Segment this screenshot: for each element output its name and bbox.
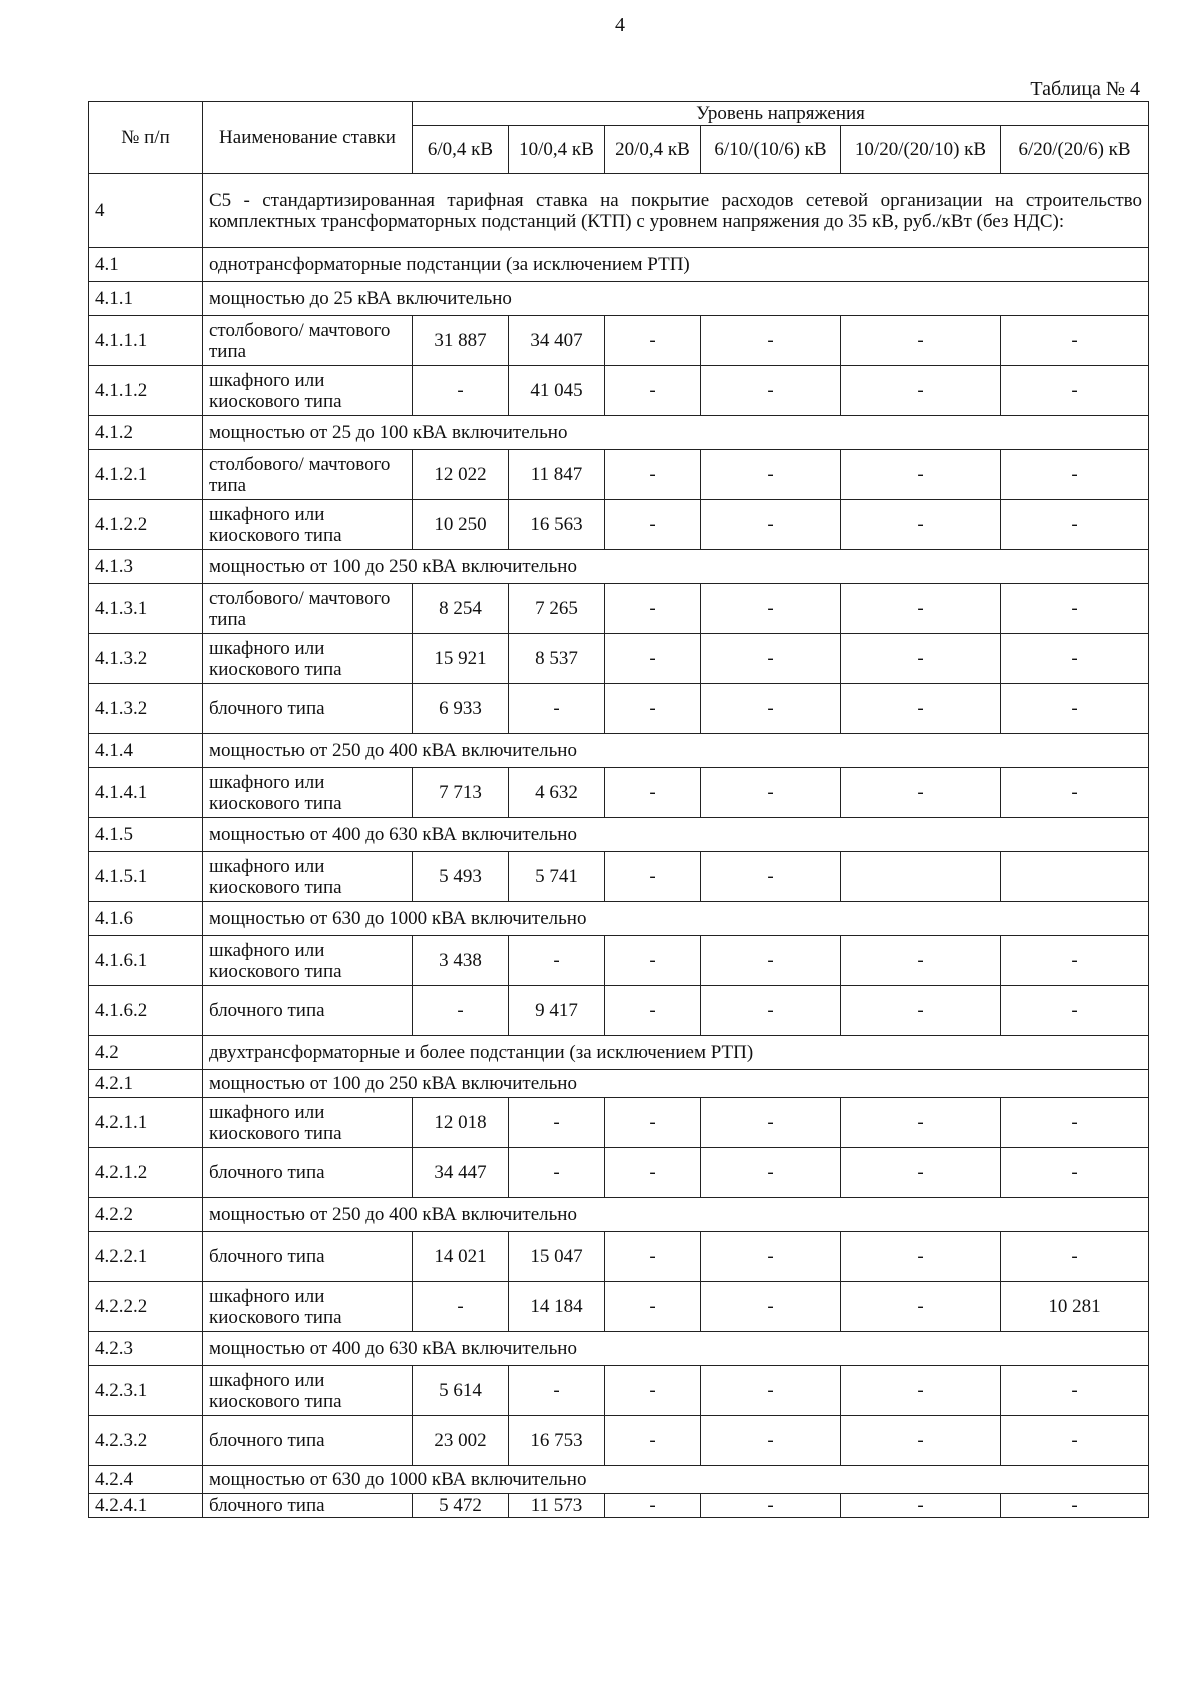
- section-row: [89, 550, 1149, 584]
- rate-value: -: [841, 768, 1001, 818]
- table-row: [89, 450, 1149, 500]
- rate-value: 4 632: [509, 768, 605, 818]
- row-num: 4.1.1.2: [89, 366, 203, 416]
- rate-value: 7 265: [509, 584, 605, 634]
- section-title: мощностью от 250 до 400 кВА включительно: [203, 734, 1149, 768]
- section-title: мощностью до 25 кВА включительно: [203, 282, 1149, 316]
- rate-value: 31 887: [413, 316, 509, 366]
- rate-value: -: [841, 684, 1001, 734]
- rate-value: -: [605, 852, 701, 902]
- rate-value: -: [701, 1282, 841, 1332]
- rate-value: -: [701, 1098, 841, 1148]
- rate-value: -: [605, 584, 701, 634]
- rate-value: -: [841, 936, 1001, 986]
- rate-value: -: [841, 584, 1001, 634]
- rate-value: -: [605, 500, 701, 550]
- rate-value: -: [841, 500, 1001, 550]
- row-num: 4.1.2: [89, 416, 203, 450]
- section-title: мощностью от 100 до 250 кВА включительно: [203, 1070, 1149, 1098]
- rate-value: -: [841, 1416, 1001, 1466]
- row-num: 4.1.1: [89, 282, 203, 316]
- rate-value: -: [841, 1148, 1001, 1198]
- rate-value: -: [605, 1494, 701, 1518]
- rate-value: -: [841, 1232, 1001, 1282]
- row-num: 4.1: [89, 248, 203, 282]
- table-caption: Таблица № 4: [1030, 78, 1140, 100]
- header-voltage: 20/0,4 кВ: [605, 126, 701, 174]
- rate-value: [841, 852, 1001, 902]
- rate-value: 6 933: [413, 684, 509, 734]
- section-title: мощностью от 250 до 400 кВА включительно: [203, 1198, 1149, 1232]
- rate-value: 12 018: [413, 1098, 509, 1148]
- section-title: мощностью от 630 до 1000 кВА включительно: [203, 902, 1149, 936]
- section-row: [89, 1036, 1149, 1070]
- rate-value: -: [1001, 634, 1149, 684]
- rate-value: -: [605, 634, 701, 684]
- rate-name: шкафного или киоскового типа: [203, 634, 413, 684]
- row-num: 4.1.4: [89, 734, 203, 768]
- section-row: [89, 248, 1149, 282]
- section-title: однотрансформаторные подстанции (за исключением РТП): [203, 248, 1149, 282]
- rate-value: -: [1001, 1098, 1149, 1148]
- rate-value: 41 045: [509, 366, 605, 416]
- section-row: [89, 818, 1149, 852]
- row-num: 4.1.3.1: [89, 584, 203, 634]
- rate-name: блочного типа: [203, 1232, 413, 1282]
- section-row: [89, 1198, 1149, 1232]
- rate-value: 11 573: [509, 1494, 605, 1518]
- table-row: [89, 366, 1149, 416]
- rate-value: -: [841, 986, 1001, 1036]
- rate-value: -: [605, 1416, 701, 1466]
- row-num: 4.1.2.1: [89, 450, 203, 500]
- rate-name: блочного типа: [203, 1148, 413, 1198]
- row-num: 4.2.1: [89, 1070, 203, 1098]
- rate-value: -: [509, 1098, 605, 1148]
- row-num: 4.2: [89, 1036, 203, 1070]
- row-num: 4.1.2.2: [89, 500, 203, 550]
- rate-value: 9 417: [509, 986, 605, 1036]
- row-num: 4.2.4: [89, 1466, 203, 1494]
- rate-value: 8 537: [509, 634, 605, 684]
- rate-value: -: [701, 936, 841, 986]
- rate-value: -: [841, 1282, 1001, 1332]
- rate-value: -: [605, 1098, 701, 1148]
- rate-name: столбового/ мачтового типа: [203, 584, 413, 634]
- row-num: 4.2.4.1: [89, 1494, 203, 1518]
- rate-value: -: [841, 634, 1001, 684]
- rate-value: -: [1001, 366, 1149, 416]
- section-title: мощностью от 400 до 630 кВА включительно: [203, 1332, 1149, 1366]
- rate-value: -: [605, 1148, 701, 1198]
- rate-value: -: [701, 986, 841, 1036]
- rate-value: 5 493: [413, 852, 509, 902]
- rate-value: -: [605, 316, 701, 366]
- rate-value: -: [605, 1282, 701, 1332]
- rate-value: -: [605, 1232, 701, 1282]
- rate-value: -: [1001, 768, 1149, 818]
- rate-value: -: [1001, 500, 1149, 550]
- rate-value: -: [841, 366, 1001, 416]
- rate-value: -: [701, 684, 841, 734]
- rate-value: 15 047: [509, 1232, 605, 1282]
- rate-value: -: [605, 768, 701, 818]
- row-num: 4.1.3.2: [89, 684, 203, 734]
- section-title: мощностью от 100 до 250 кВА включительно: [203, 550, 1149, 584]
- rate-value: 16 563: [509, 500, 605, 550]
- rate-value: 5 614: [413, 1366, 509, 1416]
- section-row: [89, 902, 1149, 936]
- rate-value: -: [701, 1494, 841, 1518]
- row-num: 4.1.5.1: [89, 852, 203, 902]
- rate-value: 7 713: [413, 768, 509, 818]
- row-num: 4.2.3.1: [89, 1366, 203, 1416]
- rate-value: -: [701, 366, 841, 416]
- table-row: [89, 936, 1149, 986]
- rate-value: -: [841, 1366, 1001, 1416]
- rate-name: блочного типа: [203, 986, 413, 1036]
- rate-name: столбового/ мачтового типа: [203, 316, 413, 366]
- header-name: Наименование ставки: [203, 102, 413, 174]
- table-row: [89, 986, 1149, 1036]
- rate-value: -: [1001, 316, 1149, 366]
- table-row: [89, 1098, 1149, 1148]
- row-num: 4.2.2: [89, 1198, 203, 1232]
- header-voltage: 10/0,4 кВ: [509, 126, 605, 174]
- row-num: 4.2.2.2: [89, 1282, 203, 1332]
- table-row: [89, 584, 1149, 634]
- rate-name: шкафного или киоскового типа: [203, 1366, 413, 1416]
- rate-value: 14 184: [509, 1282, 605, 1332]
- rate-value: 34 447: [413, 1148, 509, 1198]
- rate-value: 34 407: [509, 316, 605, 366]
- rate-value: 23 002: [413, 1416, 509, 1466]
- rate-value: -: [701, 1366, 841, 1416]
- section-row: [89, 1070, 1149, 1098]
- header-voltage: 6/0,4 кВ: [413, 126, 509, 174]
- rate-value: -: [701, 450, 841, 500]
- rate-value: -: [509, 684, 605, 734]
- section-row: [89, 1332, 1149, 1366]
- section-row: [89, 282, 1149, 316]
- table-row: [89, 500, 1149, 550]
- rate-value: -: [1001, 450, 1149, 500]
- rate-value: -: [1001, 1148, 1149, 1198]
- table-row: [89, 852, 1149, 902]
- rate-value: -: [509, 936, 605, 986]
- section-row: [89, 1466, 1149, 1494]
- row-num: 4.1.3.2: [89, 634, 203, 684]
- rate-value: -: [701, 316, 841, 366]
- rate-name: шкафного или киоскового типа: [203, 936, 413, 986]
- table-row: [89, 316, 1149, 366]
- header-voltage: 6/10/(10/6) кВ: [701, 126, 841, 174]
- tariff-table: [88, 101, 1149, 1518]
- rate-value: -: [701, 634, 841, 684]
- row-num: 4.1.6.2: [89, 986, 203, 1036]
- rate-value: -: [1001, 1232, 1149, 1282]
- row-num: 4.2.3.2: [89, 1416, 203, 1466]
- header-num: № п/п: [89, 102, 203, 174]
- section-row: [89, 416, 1149, 450]
- table-row: [89, 1232, 1149, 1282]
- rate-value: -: [413, 366, 509, 416]
- rate-value: -: [1001, 1416, 1149, 1466]
- row-num: 4.2.1.1: [89, 1098, 203, 1148]
- table-header: [89, 102, 1149, 174]
- rate-value: 14 021: [413, 1232, 509, 1282]
- rate-name: шкафного или киоскового типа: [203, 768, 413, 818]
- rate-value: 12 022: [413, 450, 509, 500]
- rate-value: -: [605, 1366, 701, 1416]
- rate-value: 11 847: [509, 450, 605, 500]
- row-num: 4.1.5: [89, 818, 203, 852]
- rate-value: -: [1001, 936, 1149, 986]
- rate-value: -: [841, 450, 1001, 500]
- section-title: двухтрансформаторные и более подстанции (за исключением РТП): [203, 1036, 1149, 1070]
- rate-value: -: [701, 1148, 841, 1198]
- header-voltage: 10/20/(20/10) кВ: [841, 126, 1001, 174]
- rate-value: 10 281: [1001, 1282, 1149, 1332]
- rate-value: -: [1001, 684, 1149, 734]
- row-num: 4.1.3: [89, 550, 203, 584]
- rate-value: -: [701, 1232, 841, 1282]
- row-num: 4.1.6.1: [89, 936, 203, 986]
- rate-name: столбового/ мачтового типа: [203, 450, 413, 500]
- rate-value: 5 472: [413, 1494, 509, 1518]
- rate-name: шкафного или киоскового типа: [203, 1282, 413, 1332]
- row-num: 4.1.4.1: [89, 768, 203, 818]
- section-title: мощностью от 630 до 1000 кВА включительно: [203, 1466, 1149, 1494]
- rate-value: -: [1001, 1494, 1149, 1518]
- rate-name: шкафного или киоскового типа: [203, 500, 413, 550]
- rate-value: -: [701, 852, 841, 902]
- rate-value: -: [509, 1148, 605, 1198]
- rate-value: -: [605, 684, 701, 734]
- rate-name: шкафного или киоскового типа: [203, 852, 413, 902]
- table-row: [89, 634, 1149, 684]
- table-row: [89, 1416, 1149, 1466]
- rate-name: шкафного или киоскового типа: [203, 1098, 413, 1148]
- rate-value: -: [1001, 1366, 1149, 1416]
- rate-value: -: [1001, 986, 1149, 1036]
- header-voltage-group: Уровень напряжения: [413, 102, 1149, 126]
- table-row: [89, 684, 1149, 734]
- rate-value: [1001, 852, 1149, 902]
- table-row: [89, 1148, 1149, 1198]
- rate-value: 8 254: [413, 584, 509, 634]
- row-num: 4.2.2.1: [89, 1232, 203, 1282]
- rate-value: -: [605, 450, 701, 500]
- rate-name: блочного типа: [203, 684, 413, 734]
- row-num: 4.1.6: [89, 902, 203, 936]
- rate-name: шкафного или киоскового типа: [203, 366, 413, 416]
- section-row: [89, 734, 1149, 768]
- intro-text: С5 - стандартизированная тарифная ставка на покрытие расходов сетевой организации на строительство комплектных трансформаторных подстанций (КТП) с уровнем напряжения до 35 кВ, руб./кВт (без НДС):: [203, 174, 1149, 248]
- page-number: 4: [615, 14, 625, 36]
- rate-value: -: [1001, 584, 1149, 634]
- rate-value: -: [841, 1494, 1001, 1518]
- rate-value: 5 741: [509, 852, 605, 902]
- table-row: [89, 1282, 1149, 1332]
- rate-value: 15 921: [413, 634, 509, 684]
- intro-num: 4: [89, 174, 203, 248]
- rate-value: -: [701, 768, 841, 818]
- rate-value: -: [701, 584, 841, 634]
- rate-value: -: [509, 1366, 605, 1416]
- row-num: 4.2.1.2: [89, 1148, 203, 1198]
- table-row: [89, 1366, 1149, 1416]
- table-body: [89, 174, 1149, 1518]
- rate-value: -: [841, 316, 1001, 366]
- row-num: 4.1.1.1: [89, 316, 203, 366]
- header-voltage: 6/20/(20/6) кВ: [1001, 126, 1149, 174]
- rate-value: -: [413, 986, 509, 1036]
- rate-value: -: [605, 936, 701, 986]
- section-title: мощностью от 25 до 100 кВА включительно: [203, 416, 1149, 450]
- rate-value: -: [701, 500, 841, 550]
- rate-value: -: [605, 986, 701, 1036]
- rate-value: -: [841, 1098, 1001, 1148]
- intro-row: [89, 174, 1149, 248]
- rate-value: -: [413, 1282, 509, 1332]
- table-row: [89, 768, 1149, 818]
- rate-name: блочного типа: [203, 1416, 413, 1466]
- table-row: [89, 1494, 1149, 1518]
- rate-value: -: [605, 366, 701, 416]
- rate-value: 10 250: [413, 500, 509, 550]
- row-num: 4.2.3: [89, 1332, 203, 1366]
- rate-name: блочного типа: [203, 1494, 413, 1518]
- rate-value: 3 438: [413, 936, 509, 986]
- rate-value: -: [701, 1416, 841, 1466]
- section-title: мощностью от 400 до 630 кВА включительно: [203, 818, 1149, 852]
- rate-value: 16 753: [509, 1416, 605, 1466]
